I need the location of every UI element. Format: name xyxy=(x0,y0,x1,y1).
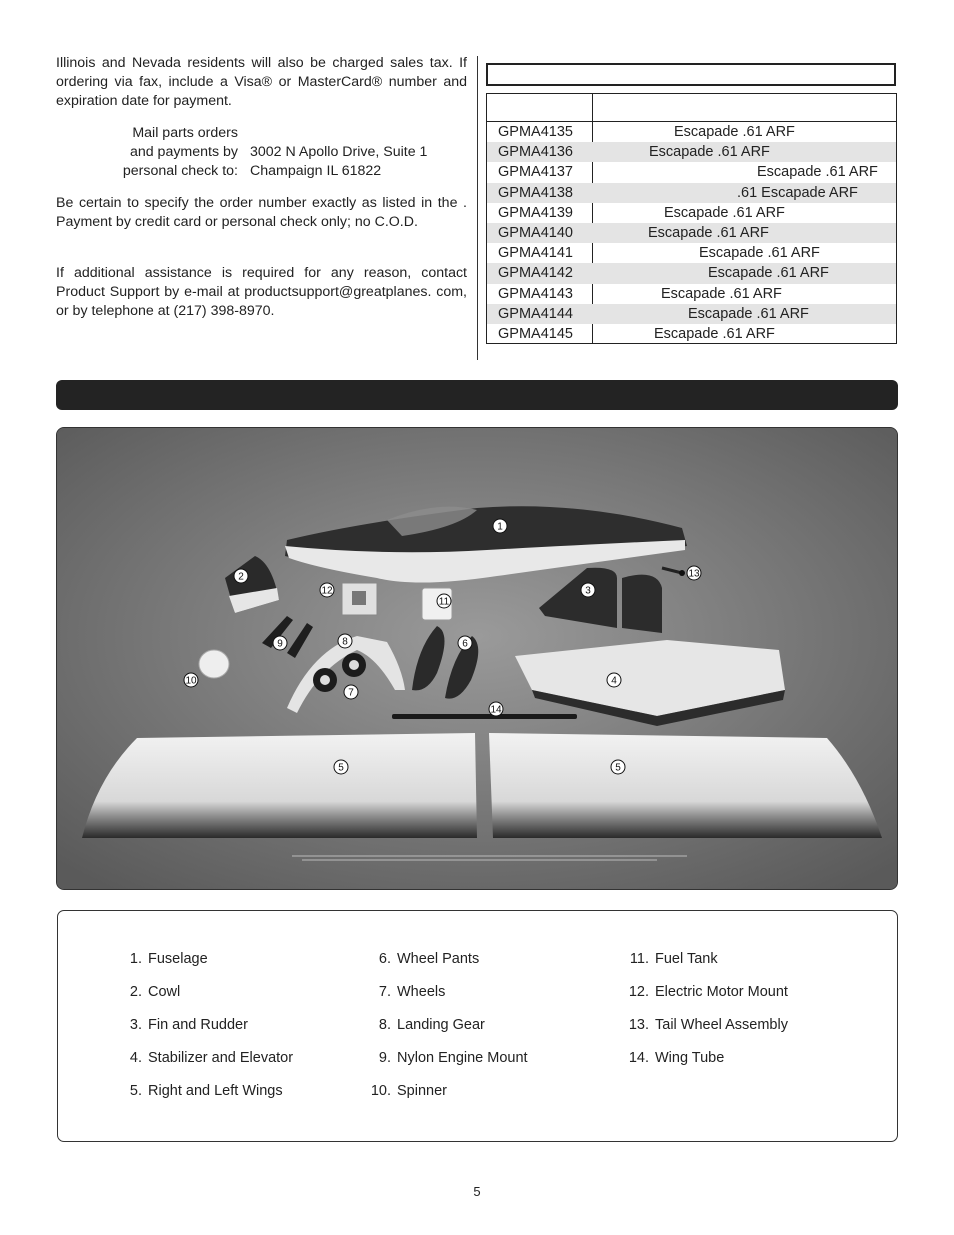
photo-callout-marker xyxy=(581,583,595,597)
photo-callout-marker xyxy=(338,634,352,648)
legend-item xyxy=(120,983,180,1001)
part-code: GPMA4144 xyxy=(498,305,573,322)
photo-callout-marker xyxy=(184,673,198,687)
callout-number: 6 xyxy=(462,638,468,650)
part-description: Escapade .61 ARF xyxy=(674,124,795,140)
legend-item xyxy=(627,983,788,1001)
legend-item-number: 12. xyxy=(628,984,649,1000)
kit-contents-legend xyxy=(57,910,898,1142)
legend-item-label: Wheel Pants xyxy=(397,951,480,967)
part-code: GPMA4141 xyxy=(498,245,573,262)
legend-item-number: 14. xyxy=(628,1050,649,1066)
photo-callout-marker xyxy=(687,566,701,580)
callout-number: 10 xyxy=(185,675,197,687)
column-divider xyxy=(477,56,478,360)
legend-item-number: 3. xyxy=(129,1017,142,1033)
part-code: GPMA4143 xyxy=(498,285,573,302)
part-description: Escapade .61 ARF xyxy=(708,265,829,282)
legend-item-label: Electric Motor Mount xyxy=(655,984,788,1000)
legend-item xyxy=(369,950,479,968)
photo-callout-marker xyxy=(344,685,358,699)
photo-callout-marker xyxy=(458,636,472,650)
table-row xyxy=(487,263,896,283)
photo-callout-marker xyxy=(273,636,287,650)
spinner-part xyxy=(199,650,229,678)
photo-callout-marker xyxy=(234,569,248,583)
parts-table-title-box xyxy=(486,63,896,86)
part-code: GPMA4145 xyxy=(498,325,573,342)
table-row xyxy=(487,142,896,162)
photo-callout-marker xyxy=(320,583,334,597)
callout-number: 12 xyxy=(321,585,333,597)
part-description: Escapade .61 ARF xyxy=(699,245,820,262)
photo-callout-marker xyxy=(611,760,625,774)
legend-item-number: 4. xyxy=(129,1050,142,1066)
callout-number: 8 xyxy=(342,636,348,648)
kit-photo-illustration xyxy=(57,428,898,890)
photo-callout-marker xyxy=(489,702,503,716)
part-code: GPMA4138 xyxy=(498,184,573,201)
kit-contents-banner xyxy=(56,380,898,410)
mail-label-line: personal check to: xyxy=(122,163,238,179)
legend-item-number: 5. xyxy=(129,1083,142,1099)
legend-item-label: Landing Gear xyxy=(397,1017,485,1033)
callout-number: 9 xyxy=(277,638,283,650)
part-description: Escapade .61 ARF xyxy=(649,144,770,161)
legend-item xyxy=(369,1049,528,1067)
table-row xyxy=(487,284,896,304)
part-description: Escapade .61 ARF xyxy=(648,224,769,241)
legend-item-number: 2. xyxy=(129,984,142,1000)
callout-number: 5 xyxy=(615,762,621,774)
legend-item-number: 7. xyxy=(378,984,391,1000)
mail-label-line: Mail parts orders xyxy=(132,125,238,141)
mail-label-line: and payments by xyxy=(129,144,238,160)
legend-item-number: 8. xyxy=(378,1017,391,1033)
mail-address-line: Champaign IL 61822 xyxy=(250,163,382,179)
legend-item-label: Wing Tube xyxy=(655,1050,725,1066)
part-description: Escapade .61 ARF xyxy=(661,285,782,302)
table-row xyxy=(487,162,896,182)
ordering-info-text: Illinois and Nevada residents will also be charged sales tax. If ordering via fax, include a Visa® or MasterCard® number and expiration date for payment. xyxy=(56,55,467,109)
table-row xyxy=(487,304,896,324)
callout-number: 4 xyxy=(611,675,617,687)
legend-item-label: Nylon Engine Mount xyxy=(397,1050,528,1066)
part-description: Escapade .61 ARF xyxy=(664,204,785,221)
photo-callout-marker xyxy=(493,519,507,533)
part-description: Escapade .61 ARF xyxy=(688,305,809,322)
legend-item xyxy=(369,1016,485,1034)
order-number-paragraph xyxy=(56,194,467,232)
part-code: GPMA4140 xyxy=(498,224,573,241)
table-header-row xyxy=(487,94,896,122)
kit-contents-photo xyxy=(56,427,898,890)
legend-item-number: 9. xyxy=(378,1050,391,1066)
table-row xyxy=(487,122,896,142)
callout-number: 3 xyxy=(585,585,591,597)
photo-callout-marker xyxy=(607,673,621,687)
legend-item xyxy=(627,1049,724,1067)
legend-item xyxy=(120,1016,248,1034)
legend-item-label: Spinner xyxy=(397,1083,447,1099)
table-row xyxy=(487,183,896,203)
callout-number: 11 xyxy=(438,596,450,608)
photo-callout-marker xyxy=(334,760,348,774)
table-row xyxy=(487,243,896,263)
table-row xyxy=(487,203,896,223)
legend-item xyxy=(627,1016,788,1034)
legend-item-label: Wheels xyxy=(397,984,446,1000)
legend-item xyxy=(120,950,208,968)
part-code: GPMA4137 xyxy=(498,164,573,181)
part-code: GPMA4142 xyxy=(498,265,573,282)
legend-item-number: 10. xyxy=(370,1083,391,1099)
page-number: 5 xyxy=(473,1184,481,1199)
legend-item-label: Cowl xyxy=(148,984,181,1000)
part-code: GPMA4136 xyxy=(498,144,573,161)
legend-item-label: Tail Wheel Assembly xyxy=(655,1017,788,1033)
callout-number: 14 xyxy=(490,704,502,716)
legend-item xyxy=(369,983,445,1001)
legend-item xyxy=(120,1082,283,1100)
legend-item-number: 13. xyxy=(628,1017,649,1033)
callout-number: 5 xyxy=(338,762,344,774)
part-code: GPMA4139 xyxy=(498,204,573,221)
callout-number: 1 xyxy=(497,521,503,533)
photo-callout-marker xyxy=(437,594,451,608)
table-row xyxy=(487,223,896,243)
callout-number: 2 xyxy=(238,571,244,583)
part-description: Escapade .61 ARF xyxy=(654,325,775,342)
part-description: .61 Escapade ARF xyxy=(737,184,858,201)
legend-item-label: Fuel Tank xyxy=(655,951,718,967)
product-support-text: If additional assistance is required for any reason, contact Product Support by e-mail at productsupport@greatplanes. com, or by telephone at (217) 398-8970. xyxy=(56,265,467,319)
legend-item-number: 1. xyxy=(129,951,142,967)
legend-item-label: Stabilizer and Elevator xyxy=(148,1050,294,1066)
legend-item-label: Fin and Rudder xyxy=(148,1017,248,1033)
order-number-text: Be certain to specify the order number exactly as listed in the . Payment by credit card or personal check only; no C.O.D. xyxy=(56,195,467,230)
part-code: GPMA4135 xyxy=(498,124,573,140)
product-support-paragraph xyxy=(56,264,467,321)
legend-item-number: 6. xyxy=(378,951,391,967)
table-row xyxy=(487,324,896,344)
legend-item xyxy=(120,1049,293,1067)
ordering-info-paragraph xyxy=(56,54,467,111)
callout-number: 7 xyxy=(348,687,354,699)
electric-motor-mount-part xyxy=(342,583,377,615)
callout-number: 13 xyxy=(688,568,700,580)
legend-item-number: 11. xyxy=(629,951,649,967)
wing-tube-part xyxy=(392,714,577,719)
part-description: Escapade .61 ARF xyxy=(757,164,878,181)
legend-item-label: Fuselage xyxy=(148,951,208,967)
legend-item-label: Right and Left Wings xyxy=(148,1083,283,1099)
legend-item xyxy=(627,950,718,968)
mail-address-line: 3002 N Apollo Drive, Suite 1 xyxy=(250,144,428,160)
replacement-parts-table xyxy=(486,93,897,344)
legend-item xyxy=(369,1082,447,1100)
